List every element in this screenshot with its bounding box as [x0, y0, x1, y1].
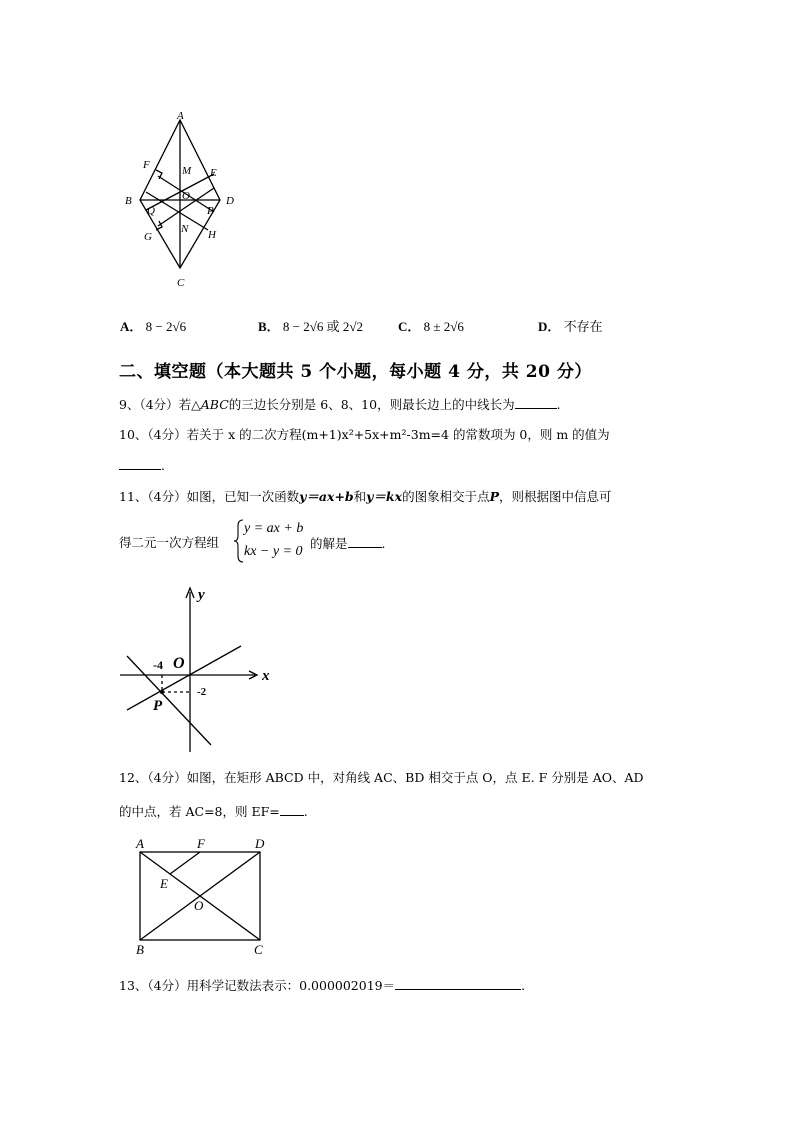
- option-c-letter: C．: [398, 319, 421, 334]
- label-d: D: [226, 195, 234, 207]
- q10-number: 10、（4分）: [119, 427, 187, 442]
- q11-line2-end: [310, 535, 386, 552]
- q11-answer-blank[interactable]: [348, 535, 382, 548]
- q9-text-after: 的三边长分别是 6、8、10，则最长边上的中线长为: [228, 397, 515, 412]
- option-d[interactable]: [538, 316, 603, 335]
- rect-label-e: E: [160, 876, 168, 891]
- section-heading: 二、填空题（本大题共 5 个小题，每小题 4 分，共 20 分）: [119, 362, 592, 382]
- q12-text2: 的中点，若 AC=8，则 EF=: [119, 804, 280, 819]
- option-d-text: 不存在: [563, 319, 603, 334]
- label-h: H: [208, 229, 216, 241]
- x-tick-label: -4: [153, 658, 163, 672]
- label-b: B: [125, 195, 132, 207]
- q13-text: 用科学记数法表示：0.000002019＝: [186, 978, 396, 993]
- option-a-letter: A．: [120, 319, 143, 334]
- label-g: G: [144, 231, 152, 243]
- q11-text1-a: 如图，已知一次函数: [186, 489, 300, 504]
- option-b-expr: 8 − 2√6 或 2√2: [282, 319, 364, 334]
- y-tick-label: -2: [197, 686, 207, 698]
- q13-end: .: [521, 978, 526, 993]
- label-a: A: [177, 110, 184, 122]
- rhombus-figure: [118, 108, 248, 293]
- label-c: C: [177, 277, 185, 289]
- q10-end: .: [161, 458, 165, 473]
- option-b[interactable]: [258, 316, 363, 335]
- rect-label-o: O: [194, 898, 204, 913]
- q12-text1: 如图，在矩形 ABCD 中，对角线 AC、BD 相交于点 O，点 E. F 分别是 AO、AD: [186, 770, 644, 785]
- q11-text1-c: 的图象相交于点: [402, 489, 490, 504]
- q13-number: 13、（4分）: [119, 978, 187, 993]
- q11-end: .: [381, 536, 386, 551]
- segment-ef: [170, 852, 200, 874]
- q11-eq2: kx − y = 0: [244, 544, 303, 559]
- q13-answer-blank[interactable]: [395, 977, 521, 990]
- question-10-line2: [119, 457, 165, 474]
- q11-text1-b: 和: [353, 489, 367, 504]
- rectangle-figure: [128, 832, 278, 958]
- point-p-dot: [160, 690, 164, 694]
- q12-answer-blank[interactable]: [280, 803, 304, 816]
- q11-text2-a: 得二元一次方程组: [119, 535, 220, 550]
- origin-label: O: [173, 655, 185, 672]
- q11-graph: [115, 582, 280, 754]
- q9-number: 9、（4分）: [119, 397, 179, 412]
- rect-label-d: D: [255, 836, 265, 851]
- q9-answer-blank[interactable]: [515, 396, 557, 409]
- option-c-expr: 8 ± 2√6: [423, 319, 464, 334]
- q9-triangle: △ABC: [191, 397, 229, 412]
- question-12: [119, 770, 644, 786]
- label-m: M: [182, 165, 192, 177]
- question-11: [119, 489, 612, 505]
- rect-label-a: A: [136, 836, 144, 851]
- q11-number: 11、（4分）: [119, 489, 187, 504]
- q11-eq1: y = ax + b: [244, 521, 304, 536]
- rect-label-f: F: [197, 836, 205, 851]
- q9-text-before: 若: [178, 397, 192, 412]
- label-n: N: [181, 223, 189, 235]
- option-a-expr: 8 − 2√6: [145, 319, 187, 334]
- option-b-letter: B．: [258, 319, 280, 334]
- rect-label-b: B: [136, 942, 144, 957]
- label-p: P: [207, 205, 214, 217]
- q11-text2-b: 的解是: [310, 536, 348, 551]
- p-label: P: [153, 698, 163, 714]
- q10-text: 若关于 x 的二次方程(m+1)x²+5x+m²-3m=4 的常数项为 0，则 m 的值为: [186, 427, 610, 442]
- q10-answer-blank[interactable]: [119, 457, 161, 470]
- y-axis-label: y: [198, 587, 205, 603]
- option-d-letter: D．: [538, 319, 561, 334]
- label-o: O: [182, 190, 190, 202]
- q9-end: .: [556, 397, 561, 412]
- q11-func1: y＝ax+b: [299, 489, 354, 504]
- label-e: E: [210, 167, 217, 179]
- label-q: Q: [147, 205, 155, 217]
- q11-func2: y＝kx: [366, 489, 403, 504]
- option-c[interactable]: [398, 316, 464, 335]
- q12-number: 12、（4分）: [119, 770, 187, 785]
- question-9: [119, 396, 561, 413]
- x-axis-label: x: [262, 668, 270, 684]
- question-13: [119, 977, 525, 994]
- option-a[interactable]: [120, 316, 186, 335]
- rect-label-c: C: [254, 942, 263, 957]
- question-12-line2: [119, 803, 308, 820]
- label-f: F: [143, 159, 150, 171]
- q12-end: .: [303, 804, 308, 819]
- q11-text1-d: ，则根据图中信息可: [498, 489, 612, 504]
- question-10: [119, 427, 610, 443]
- q11-point: P: [489, 489, 499, 504]
